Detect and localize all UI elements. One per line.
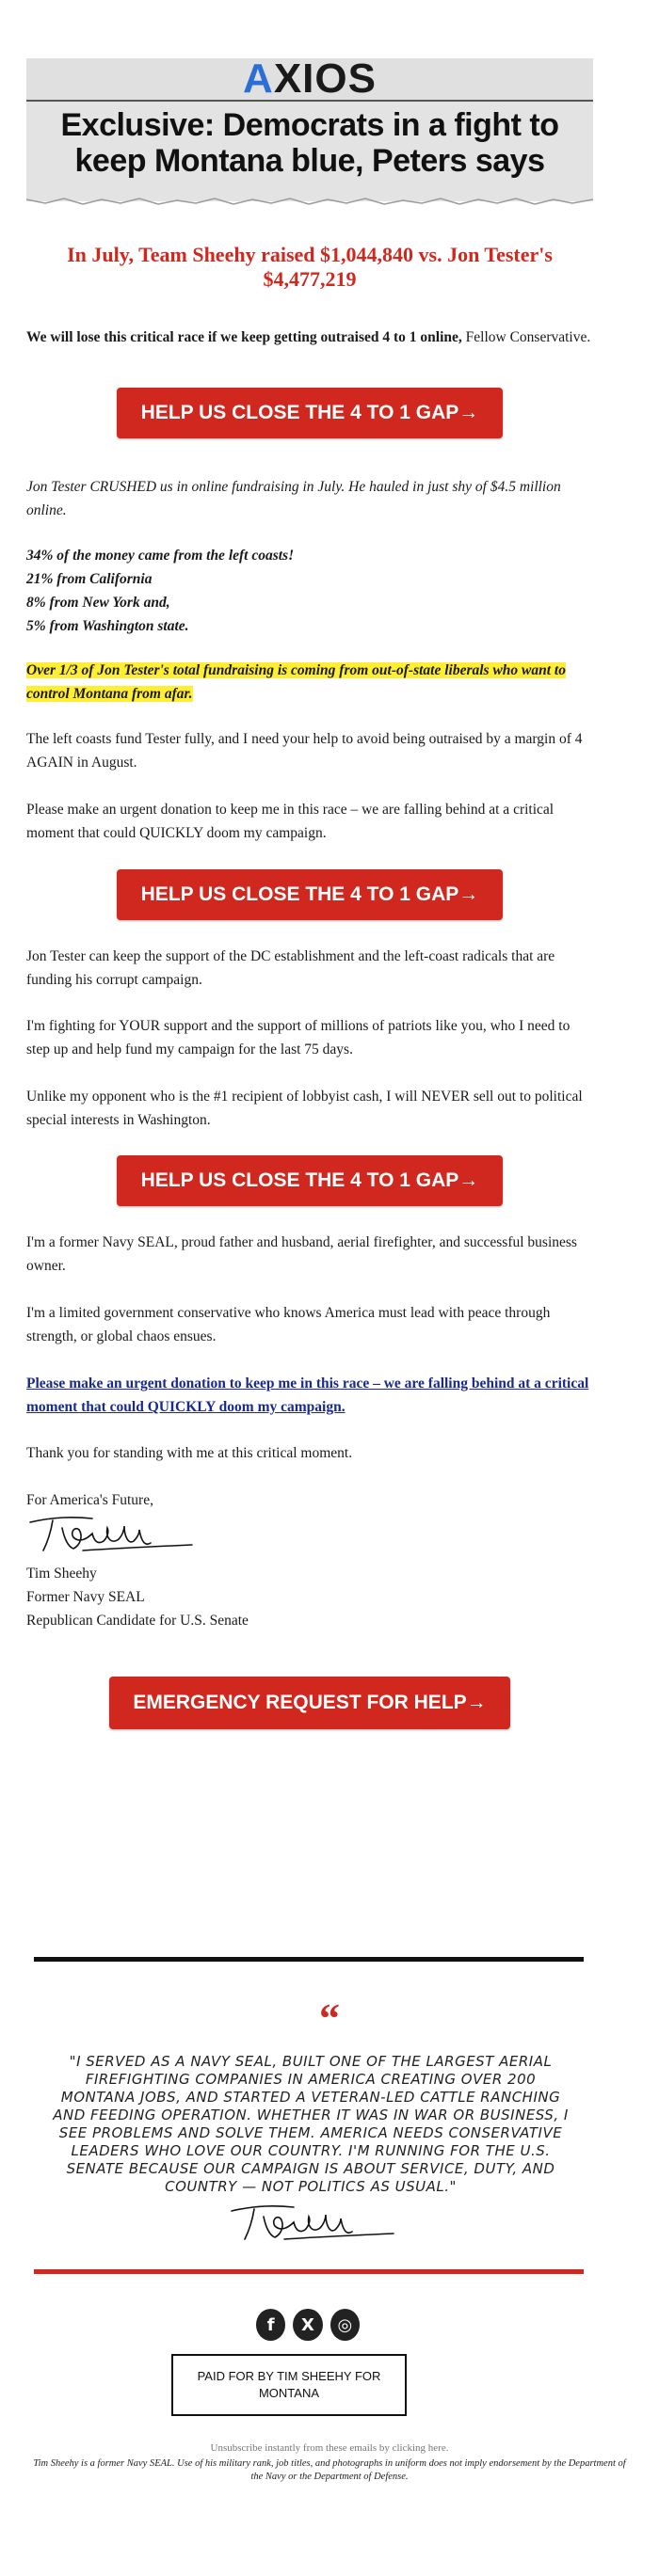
signer-name: Tim Sheehy [26,1566,97,1582]
axios-logo-bar [26,58,593,102]
headline-line-1: Exclusive: Democrats in a fight to [60,107,559,143]
military-disclaimer: Tim Sheehy is a former Navy SEAL. Use of his military rank, job titles, and photographs in uniform does not imply endorsement by the Department of the Navy or the Department of Defense. [33,2458,626,2482]
dc-establishment-paragraph: Jon Tester can keep the support of the DC establishment and the left-coast radicals that are funding his corrupt campaign. [26,948,555,988]
stat-item: 8% from New York and, [26,595,170,611]
intro-paragraph [26,326,593,349]
social-links [256,2309,360,2343]
navy-seal-paragraph: I'm a former Navy SEAL, proud father and husband, aerial firefighter, and successful business owner. [26,1234,577,1274]
close-gap-button-1[interactable]: HELP US CLOSE THE 4 TO 1 GAP→ [117,388,503,438]
left-coasts-paragraph: The left coasts fund Tester fully, and I need your help to avoid being outraised by a margin of 4 AGAIN in August. [26,731,583,771]
signer-title: Former Navy SEAL [26,1589,145,1605]
limited-government-paragraph: I'm a limited government conservative who knows America must lead with peace through strength, or global chaos ensues. [26,1305,551,1344]
urgent-paragraph: Please make an urgent donation to keep me in this race – we are falling behind at a critical moment that could QUICKLY doom my campaign. [26,802,555,841]
torn-edge-decoration [26,196,593,207]
signer-role: Republican Candidate for U.S. Senate [26,1613,249,1629]
x-twitter-icon[interactable]: X [293,2309,322,2341]
fundraising-comparison-title: In July, Team Sheehy raised $1,044,840 vs. Jon Tester's $4,477,219 [67,243,553,291]
intro-rest-text: Fellow Conservative. [461,329,591,345]
thanks-paragraph: Thank you for standing with me at this critical moment. [26,1445,353,1461]
close-gap-button-3[interactable]: HELP US CLOSE THE 4 TO 1 GAP→ [117,1155,503,1206]
quote-top-divider [34,1957,584,1962]
news-header-banner [26,58,593,201]
quote-bottom-divider [34,2269,584,2274]
crushed-paragraph: Jon Tester CRUSHED us in online fundraising in July. He hauled in just shy of $4.5 million online. [26,479,561,518]
paid-for-disclosure: PAID FOR BY TIM SHEEHY FOR MONTANA [171,2354,407,2416]
quote-signature-image [228,2198,397,2245]
headline-line-2: keep Montana blue, Peters says [74,143,545,179]
highlighted-text: Over 1/3 of Jon Tester's total fundraising is coming from out-of-state liberals who want to control Montana from afar. [26,662,566,702]
facebook-icon[interactable]: f [256,2309,285,2341]
signature-image [26,1509,196,1556]
fighting-paragraph: I'm fighting for YOUR support and the support of millions of patriots like you, who I need to step up and help fund my campaign for the last 75 days. [26,1018,571,1057]
instagram-icon[interactable]: ◎ [330,2309,360,2341]
urgent-donation-link[interactable]: Please make an urgent donation to keep me in this race – we are falling behind at a critical moment that could QUICKLY doom my campaign. [26,1375,589,1415]
unsubscribe-link[interactable]: Unsubscribe instantly from these emails by clicking here. [210,2442,449,2454]
closing-line: For America's Future, [26,1492,153,1508]
stat-item: 21% from California [26,571,153,587]
lobbyist-paragraph: Unlike my opponent who is the #1 recipient of lobbyist cash, I will NEVER sell out to political special interests in Washington. [26,1089,583,1128]
candidate-quote: "I SERVED AS A NAVY SEAL, BUILT ONE OF THE LARGEST AERIAL FIREFIGHTING COMPANIES IN AMERICA CREATING OVER 200 MONTANA JOBS, AND STARTED A VETERAN-LED CATTLE RANCHING AND FEEDING OPERATION. WHETHER IT WAS IN WAR OR BUSINESS, I SEE PROBLEMS AND SOLVE THEM. AMERICA NEEDS CONSERVATIVE LEADERS WHO LOVE OUR COUNTRY. I'M RUNNING FOR THE U.S. SENATE BECAUSE OUR CAMPAIGN IS ABOUT SERVICE, DUTY, AND COUNTRY — NOT POLITICS AS USUAL." [53,2053,569,2195]
quote-mark-icon: “ [319,1996,340,2042]
intro-bold-text: We will lose this critical race if we keep getting outraised 4 to 1 online, [26,329,462,345]
stat-item: 5% from Washington state. [26,618,189,634]
signer-block [26,1562,593,1632]
highlighted-paragraph [26,659,593,706]
news-headline [26,107,593,179]
stats-list [26,544,593,638]
axios-logo: AXIOS [243,56,377,102]
emergency-request-button[interactable]: EMERGENCY REQUEST FOR HELP→ [109,1677,510,1729]
donation-link-paragraph [26,1372,593,1419]
stat-item: 34% of the money came from the left coasts! [26,548,295,564]
close-gap-button-2[interactable]: HELP US CLOSE THE 4 TO 1 GAP→ [117,869,503,920]
